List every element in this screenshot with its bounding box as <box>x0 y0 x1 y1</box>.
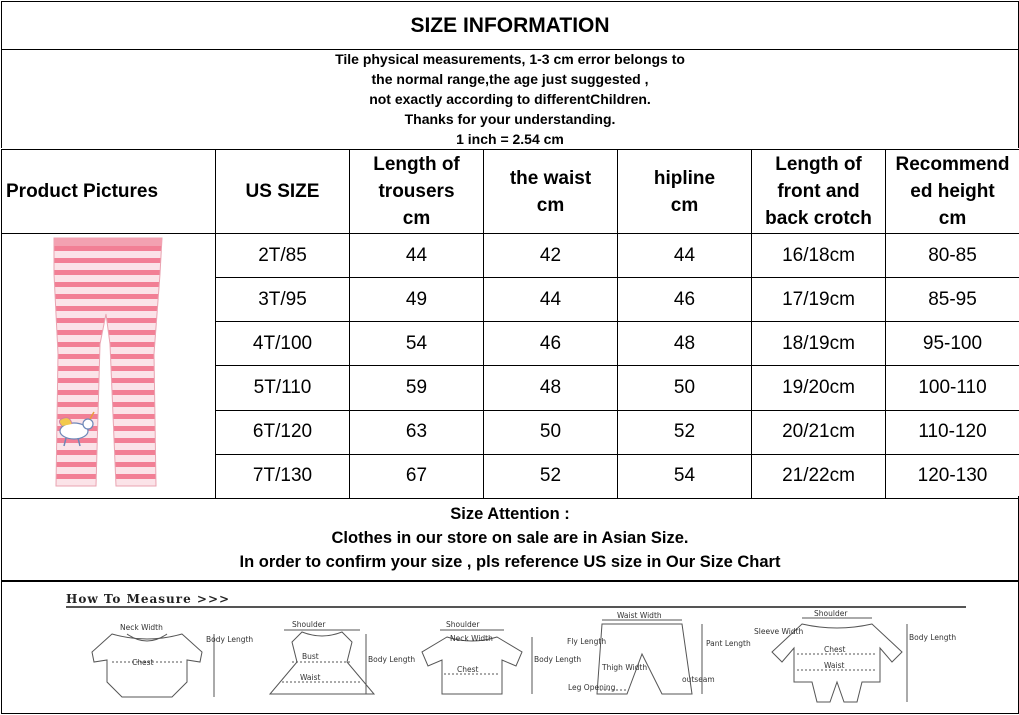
cell-waist: 52 <box>484 454 618 498</box>
cell-crotch: 17/19cm <box>752 278 886 322</box>
label-bust: Bust <box>302 652 319 661</box>
cell-hip: 52 <box>618 410 752 454</box>
label-pant-length: Pant Length <box>706 639 751 648</box>
attention-line: Clothes in our store on sale are in Asian Size. <box>331 529 689 547</box>
label-shoulder: Shoulder <box>814 609 848 618</box>
cell-size: 7T/130 <box>216 454 350 498</box>
label-chest: Chest <box>457 665 479 674</box>
cell-height: 100-110 <box>886 366 1019 410</box>
cell-length: 49 <box>350 278 484 322</box>
cell-crotch: 20/21cm <box>752 410 886 454</box>
cell-length: 44 <box>350 234 484 278</box>
label-leg-opening: Leg Opening <box>568 683 616 692</box>
label-body-length: Body Length <box>534 655 582 664</box>
header-line: the waist <box>509 167 592 189</box>
label-neck-width: Neck Width <box>120 623 163 632</box>
measure-heading: How To Measure >>> <box>66 592 231 606</box>
cell-crotch: 19/20cm <box>752 366 886 410</box>
label-neck-width: Neck Width <box>450 634 493 643</box>
cell-hip: 50 <box>618 366 752 410</box>
cell-size: 5T/110 <box>216 366 350 410</box>
label-waist-width: Waist Width <box>617 611 662 620</box>
cell-size: 3T/95 <box>216 278 350 322</box>
attention-line: Size Attention : <box>450 505 570 523</box>
size-table <box>1 149 1019 499</box>
label-sleeve-width: Sleeve Width <box>754 627 804 636</box>
cell-size: 6T/120 <box>216 410 350 454</box>
header-line: front and <box>777 181 860 202</box>
cell-crotch: 16/18cm <box>752 234 886 278</box>
label-outseam: outseam <box>682 675 715 684</box>
header-height <box>886 150 1019 234</box>
header-line: Length of <box>775 154 862 175</box>
header-us-size: US SIZE <box>216 150 350 234</box>
cell-waist: 46 <box>484 322 618 366</box>
header-length <box>350 150 484 234</box>
cell-hip: 54 <box>618 454 752 498</box>
header-hipline <box>618 150 752 234</box>
label-waist: Waist <box>824 661 845 670</box>
measurement-notes <box>1 49 1019 148</box>
cell-height: 120-130 <box>886 454 1019 498</box>
cell-waist: 50 <box>484 410 618 454</box>
header-line: cm <box>670 194 699 216</box>
how-to-measure <box>1 581 1019 714</box>
header-line: cm <box>536 194 565 216</box>
attention-line: In order to confirm your size , pls reference US size in Our Size Chart <box>239 553 781 571</box>
header-line: Length of <box>373 154 460 175</box>
cell-height: 95-100 <box>886 322 1019 366</box>
cell-length: 67 <box>350 454 484 498</box>
note-line: 1 inch = 2.54 cm <box>456 130 564 147</box>
cell-size: 2T/85 <box>216 234 350 278</box>
size-attention <box>1 496 1019 581</box>
diagram-labels <box>120 609 956 692</box>
header-line: cm <box>402 208 431 229</box>
header-crotch <box>752 150 886 234</box>
note-line: not exactly according to differentChildren. <box>369 90 651 107</box>
header-line: Recommend <box>895 154 1010 175</box>
cell-length: 54 <box>350 322 484 366</box>
label-thigh-width: Thigh Width <box>602 663 648 672</box>
cell-height: 110-120 <box>886 410 1019 454</box>
header-waist <box>484 150 618 234</box>
cell-length: 59 <box>350 366 484 410</box>
cell-length: 63 <box>350 410 484 454</box>
cell-size: 4T/100 <box>216 322 350 366</box>
note-line: Thanks for your understanding. <box>404 110 616 127</box>
header-line: ed height <box>910 181 995 202</box>
product-picture <box>2 234 216 499</box>
cell-crotch: 18/19cm <box>752 322 886 366</box>
label-body-length: Body Length <box>368 655 416 664</box>
header-line: cm <box>938 208 967 229</box>
cell-hip: 48 <box>618 322 752 366</box>
header-line: hipline <box>653 167 716 189</box>
label-body-length: Body Length <box>206 635 254 644</box>
cell-hip: 46 <box>618 278 752 322</box>
note-line: Tile physical measurements, 1-3 cm error belongs to <box>335 50 685 67</box>
cell-waist: 44 <box>484 278 618 322</box>
label-fly-length: Fly Length <box>567 637 607 646</box>
label-body-length: Body Length <box>909 633 957 642</box>
label-waist: Waist <box>300 673 321 682</box>
dress-diagram <box>270 630 374 694</box>
label-shoulder: Shoulder <box>446 620 480 629</box>
cell-height: 80-85 <box>886 234 1019 278</box>
striped-leggings-image <box>4 234 214 492</box>
cell-waist: 48 <box>484 366 618 410</box>
note-line: the normal range,the age just suggested , <box>371 70 649 87</box>
table-row <box>2 234 1019 278</box>
cell-waist: 42 <box>484 234 618 278</box>
header-line: back crotch <box>765 208 872 229</box>
page-title: SIZE INFORMATION <box>1 1 1019 50</box>
label-shoulder: Shoulder <box>292 620 326 629</box>
table-header-row <box>2 150 1019 234</box>
measure-diagrams <box>2 582 1018 713</box>
cell-crotch: 21/22cm <box>752 454 886 498</box>
header-line: trousers <box>378 181 455 202</box>
header-product-pictures: Product Pictures <box>2 150 216 234</box>
cell-hip: 44 <box>618 234 752 278</box>
cell-height: 85-95 <box>886 278 1019 322</box>
label-chest: Chest <box>132 658 154 667</box>
label-chest: Chest <box>824 645 846 654</box>
